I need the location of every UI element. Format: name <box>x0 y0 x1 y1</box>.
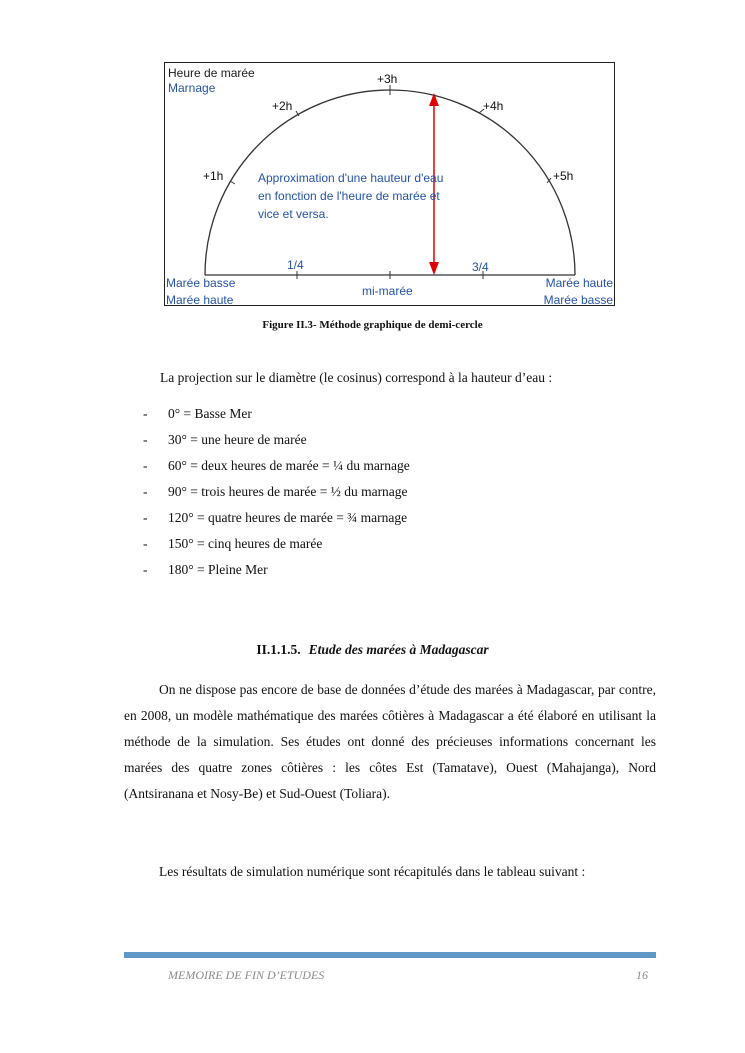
list-item <box>143 562 268 578</box>
list-item-text: 0° = Basse Mer <box>168 406 252 421</box>
list-item-text: 120° = quatre heures de marée = ¾ marnage <box>168 510 408 525</box>
semicircle-figure <box>164 62 615 306</box>
right-label-high: Marée haute <box>545 276 613 290</box>
list-item <box>143 536 322 552</box>
list-item-text: 150° = cinq heures de marée <box>168 536 323 551</box>
list-marker: - <box>143 536 148 551</box>
quarter-right-label: 3/4 <box>472 260 489 274</box>
hour-label-2h: +2h <box>272 99 293 113</box>
figure-caption: Figure II.3- Méthode graphique de demi-cercle <box>262 319 483 331</box>
mid-tide-label: mi-marée <box>362 284 413 298</box>
list-item-text: 90° = trois heures de marée = ½ du marnage <box>168 484 408 499</box>
quarter-left-label: 1/4 <box>287 258 304 272</box>
page-number: 16 <box>636 968 648 982</box>
body-text <box>124 677 656 885</box>
hour-label-3h: +3h <box>377 72 398 86</box>
list-item-text: 60° = deux heures de marée = ¼ du marnage <box>168 458 410 473</box>
list-item <box>143 406 252 422</box>
figure-subtitle: Marnage <box>168 81 216 95</box>
footer-bar <box>124 952 656 958</box>
list-item <box>143 432 307 448</box>
left-label-low: Marée basse <box>166 276 236 290</box>
list-marker: - <box>143 458 148 473</box>
list-marker: - <box>143 406 148 421</box>
footer-title: MEMOIRE DE FIN D’ETUDES <box>168 968 325 982</box>
annotation-line-3: vice et versa. <box>258 207 329 221</box>
intro-text: La projection sur le diamètre (le cosinus) correspond à la hauteur d’eau : <box>160 370 553 385</box>
list-marker: - <box>143 562 148 577</box>
hour-label-4h: +4h <box>483 99 504 113</box>
left-label-high: Marée haute <box>166 293 234 307</box>
tick-1h <box>230 181 235 184</box>
section-heading <box>0 642 745 658</box>
hour-label-5h: +5h <box>553 169 574 183</box>
hour-label-1h: +1h <box>203 169 224 183</box>
section-number: II.1.1.5. <box>256 642 301 657</box>
paragraph-2: Les résultats de simulation numérique sont récapitulés dans le tableau suivant : <box>159 864 586 879</box>
section-title: Etude des marées à Madagascar <box>308 642 489 657</box>
list-marker: - <box>143 510 148 525</box>
list-marker: - <box>143 432 148 447</box>
arrow-head-down <box>429 262 439 275</box>
figure-annotation <box>258 169 443 223</box>
list-item <box>143 510 407 526</box>
figure-title: Heure de marée <box>168 66 255 80</box>
right-label-low: Marée basse <box>543 293 613 307</box>
list-item-text: 180° = Pleine Mer <box>168 562 268 577</box>
annotation-line-2: en fonction de l'heure de marée et <box>258 189 440 203</box>
list-item <box>143 484 408 500</box>
list-item-text: 30° = une heure de marée <box>168 432 307 447</box>
paragraph-1: On ne dispose pas encore de base de données d’étude des marées à Madagascar, par contre, en 2008, un modèle mathématique des marées côtières à Madagascar a été élaboré en utilisant la méthode de la simulation. Ses études ont donné des précieuses informations concernant les marées des quatre zones côtières : les côtes Est (Tamatave), Ouest (Mahajanga), Nord (Antsiranana et Nosy-Be) et Sud-Ouest (Toliara). <box>124 682 656 801</box>
list-item <box>143 458 410 474</box>
list-marker: - <box>143 484 148 499</box>
annotation-line-1: Approximation d'une hauteur d'eau <box>258 171 444 185</box>
